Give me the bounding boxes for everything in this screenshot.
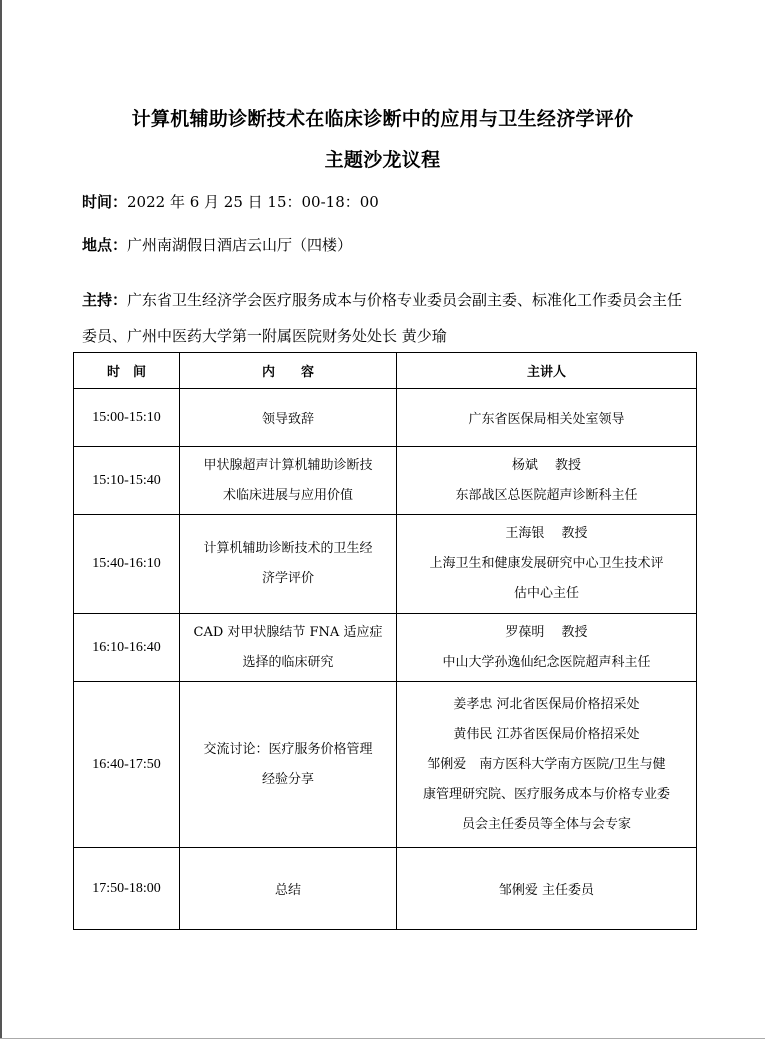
host-value: 广东省卫生经济学会医疗服务成本与价格专业委员会副主委、标准化工作委员会主任委员、广州中医药大学第一附属医院财务处处长 黄少瑜 bbox=[82, 291, 683, 345]
speaker-line: 邹俐爱 南方医科大学南方医院/卫生与健 bbox=[427, 756, 666, 772]
content-line: 选择的临床研究 bbox=[242, 654, 334, 670]
table-row bbox=[74, 848, 697, 930]
content-line: 甲状腺超声计算机辅助诊断技 bbox=[203, 457, 373, 473]
header-time: 时 间 bbox=[74, 353, 180, 389]
speaker-line: 王海银 教授 bbox=[505, 526, 588, 541]
speaker-line: 员会主任委员等全体与会专家 bbox=[461, 816, 631, 832]
speaker-line: 罗葆明 教授 bbox=[505, 624, 588, 640]
table-header-row bbox=[74, 353, 697, 389]
table-row bbox=[74, 515, 697, 614]
content-line: 术临床进展与应用价值 bbox=[222, 487, 353, 503]
row-time: 15:40-16:10 bbox=[74, 515, 180, 614]
row-content bbox=[180, 614, 397, 682]
table-row bbox=[74, 614, 697, 682]
document-subtitle: 主题沙龙议程 bbox=[324, 149, 441, 171]
document-title: 计算机辅助诊断技术在临床诊断中的应用与卫生经济学评价 bbox=[131, 108, 634, 130]
row-content bbox=[180, 515, 397, 614]
place-label: 地点： bbox=[82, 236, 128, 254]
row-content bbox=[180, 447, 397, 515]
speaker-line: 估中心主任 bbox=[513, 586, 579, 601]
row-time: 16:10-16:40 bbox=[74, 614, 180, 682]
row-speaker bbox=[397, 515, 697, 614]
content-line: 经验分享 bbox=[261, 771, 314, 787]
speaker-line: 杨斌 教授 bbox=[511, 457, 582, 473]
speaker-line: 黄伟民 江苏省医保局价格招采处 bbox=[453, 726, 640, 742]
row-speaker bbox=[397, 848, 697, 930]
header-speaker: 主讲人 bbox=[397, 353, 697, 389]
row-time: 15:00-15:10 bbox=[74, 389, 180, 447]
content-line: 交流讨论：医疗服务价格管理 bbox=[203, 741, 373, 757]
agenda-table bbox=[73, 352, 697, 930]
row-speaker bbox=[397, 447, 697, 515]
content-line: 领导致辞 bbox=[261, 412, 314, 427]
row-speaker bbox=[397, 682, 697, 848]
host-label: 主持： bbox=[82, 291, 128, 309]
row-speaker bbox=[397, 614, 697, 682]
info-place bbox=[82, 235, 352, 255]
row-speaker bbox=[397, 389, 697, 447]
row-time: 16:40-17:50 bbox=[74, 682, 180, 848]
speaker-line: 邹俐爱 主任委员 bbox=[498, 883, 595, 898]
speaker-line: 中山大学孙逸仙纪念医院超声科主任 bbox=[442, 654, 651, 670]
content-line: 总结 bbox=[274, 883, 301, 898]
row-content bbox=[180, 389, 397, 447]
content-line: 计算机辅助诊断技术的卫生经 bbox=[203, 541, 373, 556]
table-row bbox=[74, 447, 697, 515]
speaker-line: 上海卫生和健康发展研究中心卫生技术评 bbox=[429, 556, 664, 571]
row-time: 15:10-15:40 bbox=[74, 447, 180, 515]
speaker-line: 广东省医保局相关处室领导 bbox=[468, 412, 625, 427]
info-time bbox=[82, 192, 379, 212]
table-row bbox=[74, 682, 697, 848]
header-content: 内 容 bbox=[180, 353, 397, 389]
time-value: 2022 年 6 月 25 日 15：00-18：00 bbox=[127, 193, 379, 211]
row-time: 17:50-18:00 bbox=[74, 848, 180, 930]
speaker-line: 姜孝忠 河北省医保局价格招采处 bbox=[453, 696, 640, 712]
table-row bbox=[74, 389, 697, 447]
row-content bbox=[180, 848, 397, 930]
speaker-line: 康管理研究院、医疗服务成本与价格专业委 bbox=[422, 786, 670, 802]
content-line: CAD 对甲状腺结节 FNA 适应症 bbox=[193, 624, 383, 640]
info-host bbox=[82, 282, 694, 354]
content-line: 济学评价 bbox=[261, 571, 314, 586]
speaker-line: 东部战区总医院超声诊断科主任 bbox=[455, 487, 638, 503]
place-value: 广州南湖假日酒店云山厅（四楼） bbox=[127, 236, 353, 254]
row-content bbox=[180, 682, 397, 848]
time-label: 时间： bbox=[82, 193, 128, 211]
